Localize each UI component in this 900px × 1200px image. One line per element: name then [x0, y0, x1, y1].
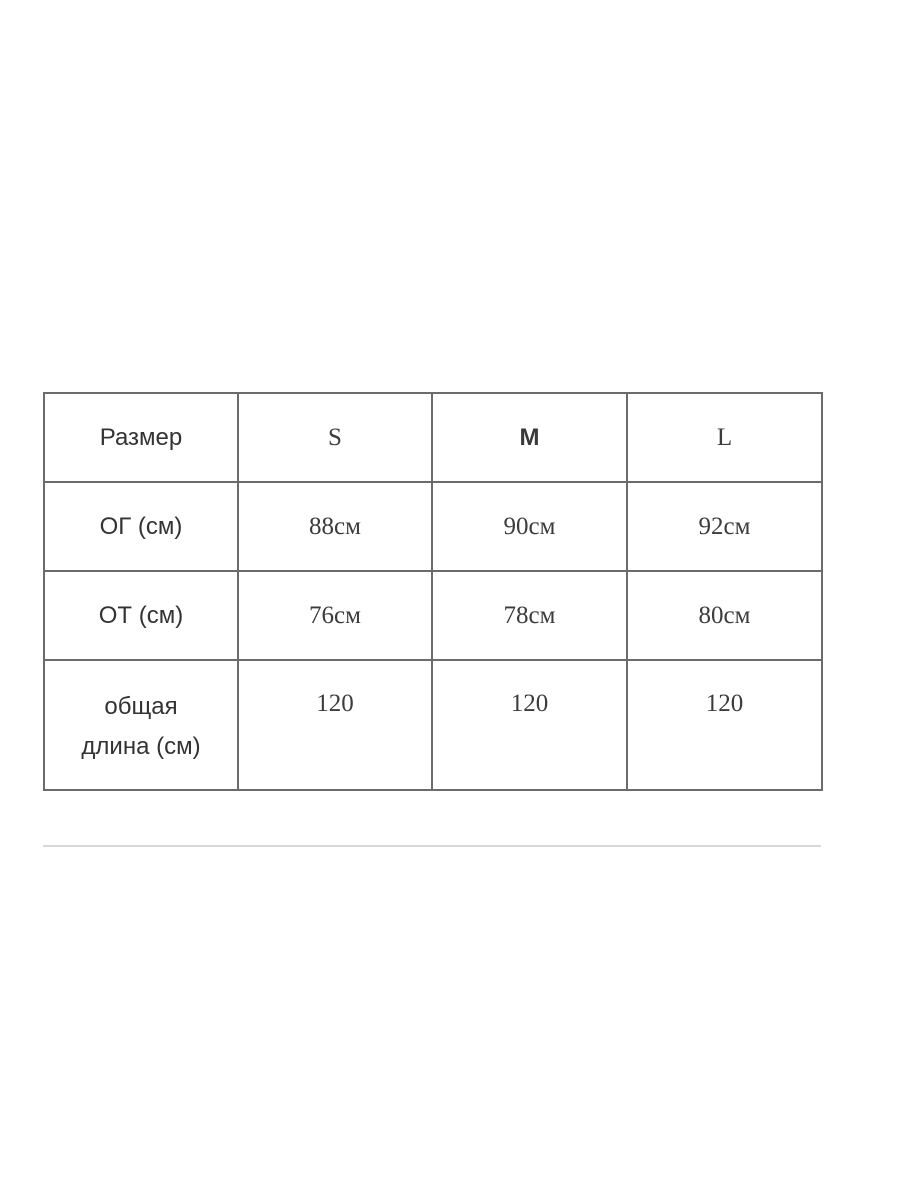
table-row [44, 660, 822, 790]
row-label-length-line2: длина (см) [81, 733, 201, 760]
size-l-cell: L [627, 393, 822, 482]
header-label-cell: Размер [44, 393, 238, 482]
table-row [44, 571, 822, 660]
chest-m-value: 90см [432, 482, 627, 571]
chest-l-value: 92см [627, 482, 822, 571]
row-label-length-line1: общая [104, 693, 178, 720]
row-label-length [44, 660, 238, 790]
row-label-chest: ОГ (см) [44, 482, 238, 571]
size-s-cell: S [238, 393, 432, 482]
chest-s-value: 88см [238, 482, 432, 571]
table-row [44, 482, 822, 571]
waist-l-value: 80см [627, 571, 822, 660]
waist-m-value: 78см [432, 571, 627, 660]
size-chart-table [43, 392, 823, 791]
length-s-value: 120 [238, 660, 432, 790]
divider-line [43, 845, 821, 847]
waist-s-value: 76см [238, 571, 432, 660]
row-label-waist: ОТ (см) [44, 571, 238, 660]
table-header-row [44, 393, 822, 482]
length-l-value: 120 [627, 660, 822, 790]
length-m-value: 120 [432, 660, 627, 790]
size-m-cell: M [432, 393, 627, 482]
